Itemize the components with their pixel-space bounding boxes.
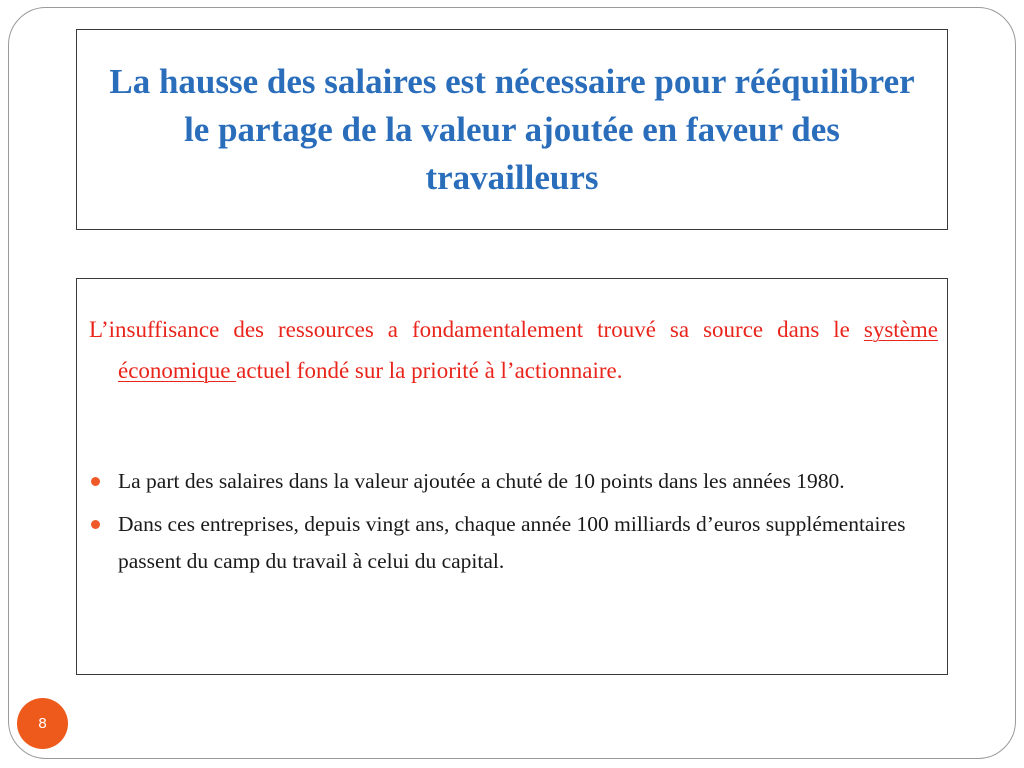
title-box <box>76 29 948 230</box>
bullet-item <box>89 506 929 580</box>
page-number: 8 <box>38 715 47 732</box>
bullet-text: La part des salaires dans la valeur ajoutée a chuté de 10 points dans les années 1980. <box>118 469 845 493</box>
intro-text-after: actuel fondé sur la priorité à l’actionnaire. <box>236 358 623 383</box>
content-box <box>76 278 948 675</box>
bullet-text: Dans ces entreprises, depuis vingt ans, chaque année 100 milliards d’euros supplémentaires passent du camp du travail à celui du capital. <box>118 512 906 573</box>
bullet-dot-icon <box>91 520 100 529</box>
page-number-badge <box>17 698 68 749</box>
intro-text-before: L’insuffisance des ressources a fondamentalement trouvé sa source dans le <box>89 317 864 342</box>
bullet-item <box>89 463 929 500</box>
intro-underlined-term: système économique <box>118 317 938 383</box>
bullet-dot-icon <box>91 477 100 486</box>
slide-title: La hausse des salaires est nécessaire pour rééquilibrer le partage de la valeur ajoutée en faveur des travailleurs <box>109 61 915 197</box>
bullet-list <box>89 463 929 586</box>
intro-paragraph <box>89 309 938 391</box>
